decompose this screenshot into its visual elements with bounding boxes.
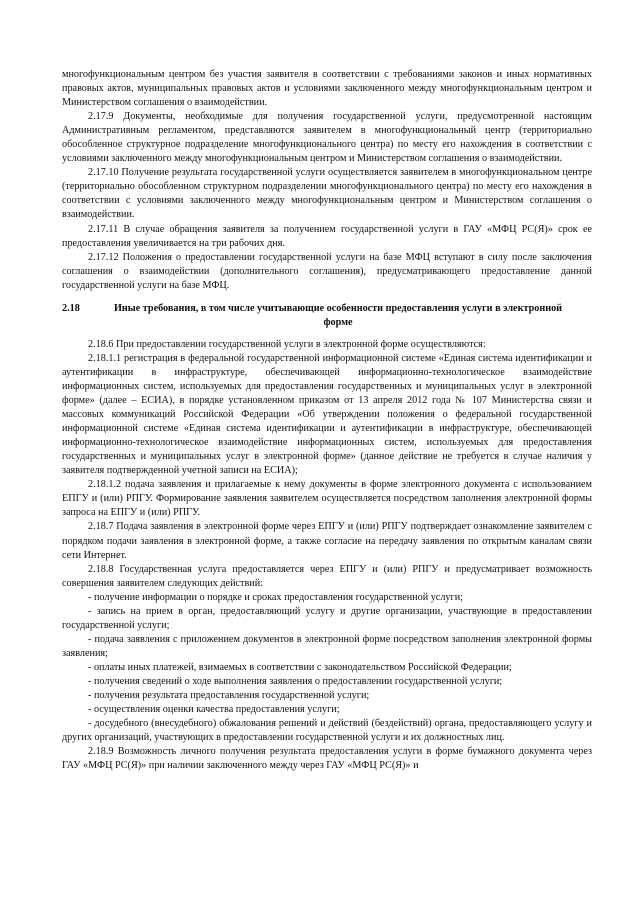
paragraph: 2.17.12 Положения о предоставлении государственной услуги на базе МФЦ вступают в силу после заключения соглашения о взаимодействии (дополнительного соглашения), предусматривающего предоставление данной государственной услуги на базе МФЦ. bbox=[62, 251, 592, 291]
paragraph: 2.17.11 В случае обращения заявителя за получением государственной услуги в ГАУ «МФЦ РС(Я)» срок ее предоставления увеличивается на три рабочих дня. bbox=[62, 223, 592, 249]
section-heading bbox=[62, 302, 592, 330]
paragraph: 2.18.6 При предоставлении государственной услуги в электронной форме осуществляются: bbox=[88, 338, 486, 350]
paragraph: - досудебного (внесудебного) обжалования решений и действий (бездействий) органа, предоставляющего услугу и других организаций, участвующих в предоставлении государственной услуги и их должностных лиц. bbox=[62, 718, 592, 744]
paragraph: 2.18.9 Возможность личного получения результата предоставления услуги в форме бумажного документа через ГАУ «МФЦ РС(Я)» при наличии заключенного между через ГАУ «МФЦ РС(Я)» и bbox=[62, 746, 592, 772]
document-page bbox=[62, 68, 592, 773]
paragraph: 2.18.1.2 подача заявления и прилагаемые к нему документы в форме электронного документа с использованием ЕПГУ и (или) РПГУ. Формирование заявления заявителем осуществляется посредством заполнения электронной формы запроса на ЕПГУ и (или) РПГУ. bbox=[62, 479, 592, 519]
paragraph: - запись на прием в орган, предоставляющий услугу и другие организации, участвующие в предоставлении государственной услуги; bbox=[62, 605, 592, 631]
paragraph: - оплаты иных платежей, взимаемых в соответствии с законодательством Российской Федерации; bbox=[88, 661, 512, 673]
paragraph: - получения результата предоставления государственной услуги; bbox=[88, 690, 370, 702]
section-number: 2.18 bbox=[62, 302, 80, 314]
paragraph: - осуществления оценки качества предоставления услуги; bbox=[88, 704, 340, 716]
paragraph: 2.18.1.1 регистрация в федеральной государственной информационной системе «Единая система идентификации и аутентификации в инфраструктуре, обеспечивающей информационно-технологическое взаимодействие информационных систем, используемых для предоставления государственных и муниципальных услуг в электронной форме» (далее – ЕСИА), в порядке установленном приказом от 13 апреля 2012 года № 107 Министерства связи и массовых коммуникаций Российской Федерации «Об утверждении положения о федеральной государственной информационной системе «Единая система идентификации и аутентификации в инфраструктуре, обеспечивающей информационно-технологическое взаимодействие информационных систем, используемых для предоставления государственных и муниципальных услуг в электронной форме» (данное действие не требуется в случае наличия у заявителя подтвержденной учетной записи на ЕСИА); bbox=[62, 352, 592, 477]
paragraph: 2.17.10 Получение результата государственной услуги осуществляется заявителем в многофункциональном центре (территориально обособленном структурном подразделении многофункционального центра) по месту его нахождения в соответствии с условиями заключенного между многофункциональным центром и Министерством соглашения о взаимодействии. bbox=[62, 167, 592, 221]
paragraph: - получения сведений о ходе выполнения заявления о предоставлении государственной услуги; bbox=[88, 675, 503, 687]
paragraph: 2.18.8 Государственная услуга предоставляется через ЕПГУ и (или) РПГУ и предусматривает возможность совершения заявителем следующих действий: bbox=[62, 563, 592, 589]
paragraph: 2.18.7 Подача заявления в электронной форме через ЕПГУ и (или) РПГУ подтверждает ознакомление заявителем с порядком подачи заявления в электронной форме, а также согласие на передачу заявления по открытым каналам связи сети Интернет. bbox=[62, 521, 592, 561]
paragraph: - подача заявления с приложением документов в электронной форме посредством заполнения электронной формы заявления; bbox=[62, 633, 592, 659]
paragraph: - получение информации о порядке и сроках предоставления государственной услуги; bbox=[88, 591, 463, 603]
text-block-after bbox=[62, 338, 592, 773]
paragraph: многофункциональным центром без участия заявителя в соответствии с требованиями законов и иных нормативных правовых актов, муниципальных правовых актов и условиями заключенного между многофункциональным центром и Министерством соглашения о взаимодействии. bbox=[62, 69, 592, 109]
paragraph: 2.17.9 Документы, необходимые для получения государственной услуги, предусмотренной настоящим Административным регламентом, представляются заявителем в многофункциональный центр (территориально обособленное структурное подразделение многофункционального центра) по месту его нахождения в соответствии с условиями заключенного между многофункциональным центром и Министерством соглашения о взаимодействии. bbox=[62, 111, 592, 165]
section-title: Иные требования, в том числе учитывающие особенности предоставления услуги в электронной форме bbox=[113, 302, 563, 328]
text-block-before bbox=[62, 68, 592, 293]
